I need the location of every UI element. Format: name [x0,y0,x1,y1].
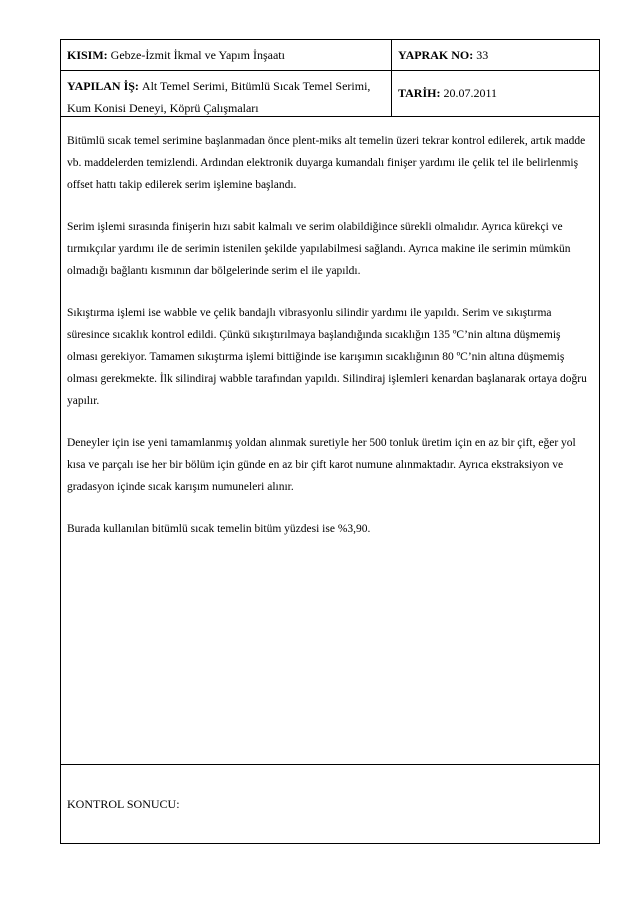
paragraph: Deneyler için ise yeni tamamlanmış yoldan alınmak suretiyle her 500 tonluk üretim için en az bir çift, eğer yol kısa ve parçalı ise her bir bölüm için günde en az bir çift karot numune alınmaktadır. Ayrıca ekstraksiyon ve gradasyon içinde sıcak karışım numuneleri alınır. [67,437,576,493]
paragraph: Serim işlemi sırasında finişerin hızı sabit kalmalı ve serim olabildiğince sürekli olmalıdır. Ayrıca kürekçi ve tırmıkçılar yardımı ile de serimin istenilen şekilde yapılabilmesi sağlandı. Ayrıca makine ile serimin mümkün olmadığı bağlantı kısmının dar bölgelerinde serim el ile yapıldı. [67,221,571,277]
yaprak-value: 33 [476,47,489,62]
kisim-value: Gebze-İzmit İkmal ve Yapım İnşaatı [110,47,285,62]
tarih-label: TARİH: [398,86,441,100]
kontrol-sonucu-row [61,765,599,843]
yaprak-label: YAPRAK NO: [398,47,474,62]
report-body [61,117,599,765]
tarih-cell [392,71,599,116]
yapilan-is-value-line1: Alt Temel Serimi, Bitümlü Sıcak Temel Serimi, [141,79,371,93]
paragraph: Bitümlü sıcak temel serimine başlanmadan önce plent-miks alt temelin üzeri tekrar kontrol edilerek, artık madde vb. maddelerden temizlendi. Ardından elektronik duyarga kumandalı finişer yardımı ile çelik tel ile belirlenmiş offset hattı takip edilerek serim işlemine başlandı. [67,135,586,191]
header-row-1 [61,40,599,71]
kisim-label: KISIM: [67,47,108,62]
paragraph: Sıkıştırma işlemi ise wabble ve çelik bandajlı vibrasyonlu silindir yardımı ile yapıldı. Serim ve sıkıştırma süresince sıcaklık kontrol edildi. Çünkü sıkıştırılmaya başlandığında sıcaklığın 135 ºC’nin altına düşmemiş olması gerekiyor. Tamamen sıkıştırma işlemi bittiğinde ise karışımın sıcaklığının 80 ºC’nin altına düşmemiş olması gerekmekte. İlk silindiraj wabble tarafından yapıldı. Silindiraj işlemleri kenardan başlanarak ortaya doğru yapılır. [67,307,587,407]
report-sheet [60,39,600,844]
kontrol-sonucu-label: KONTROL SONUCU: [67,796,180,811]
header-row-2 [61,71,599,117]
yapilan-is-cell [61,71,392,116]
yapilan-is-value-line2: Kum Konisi Deneyi, Köprü Çalışmaları [67,101,259,115]
paragraph: Burada kullanılan bitümlü sıcak temelin bitüm yüzdesi ise %3,90. [67,523,371,535]
kisim-cell [61,40,392,70]
yaprak-cell [392,40,599,70]
tarih-value: 20.07.2011 [443,86,498,100]
yapilan-is-label: YAPILAN İŞ: [67,79,139,93]
